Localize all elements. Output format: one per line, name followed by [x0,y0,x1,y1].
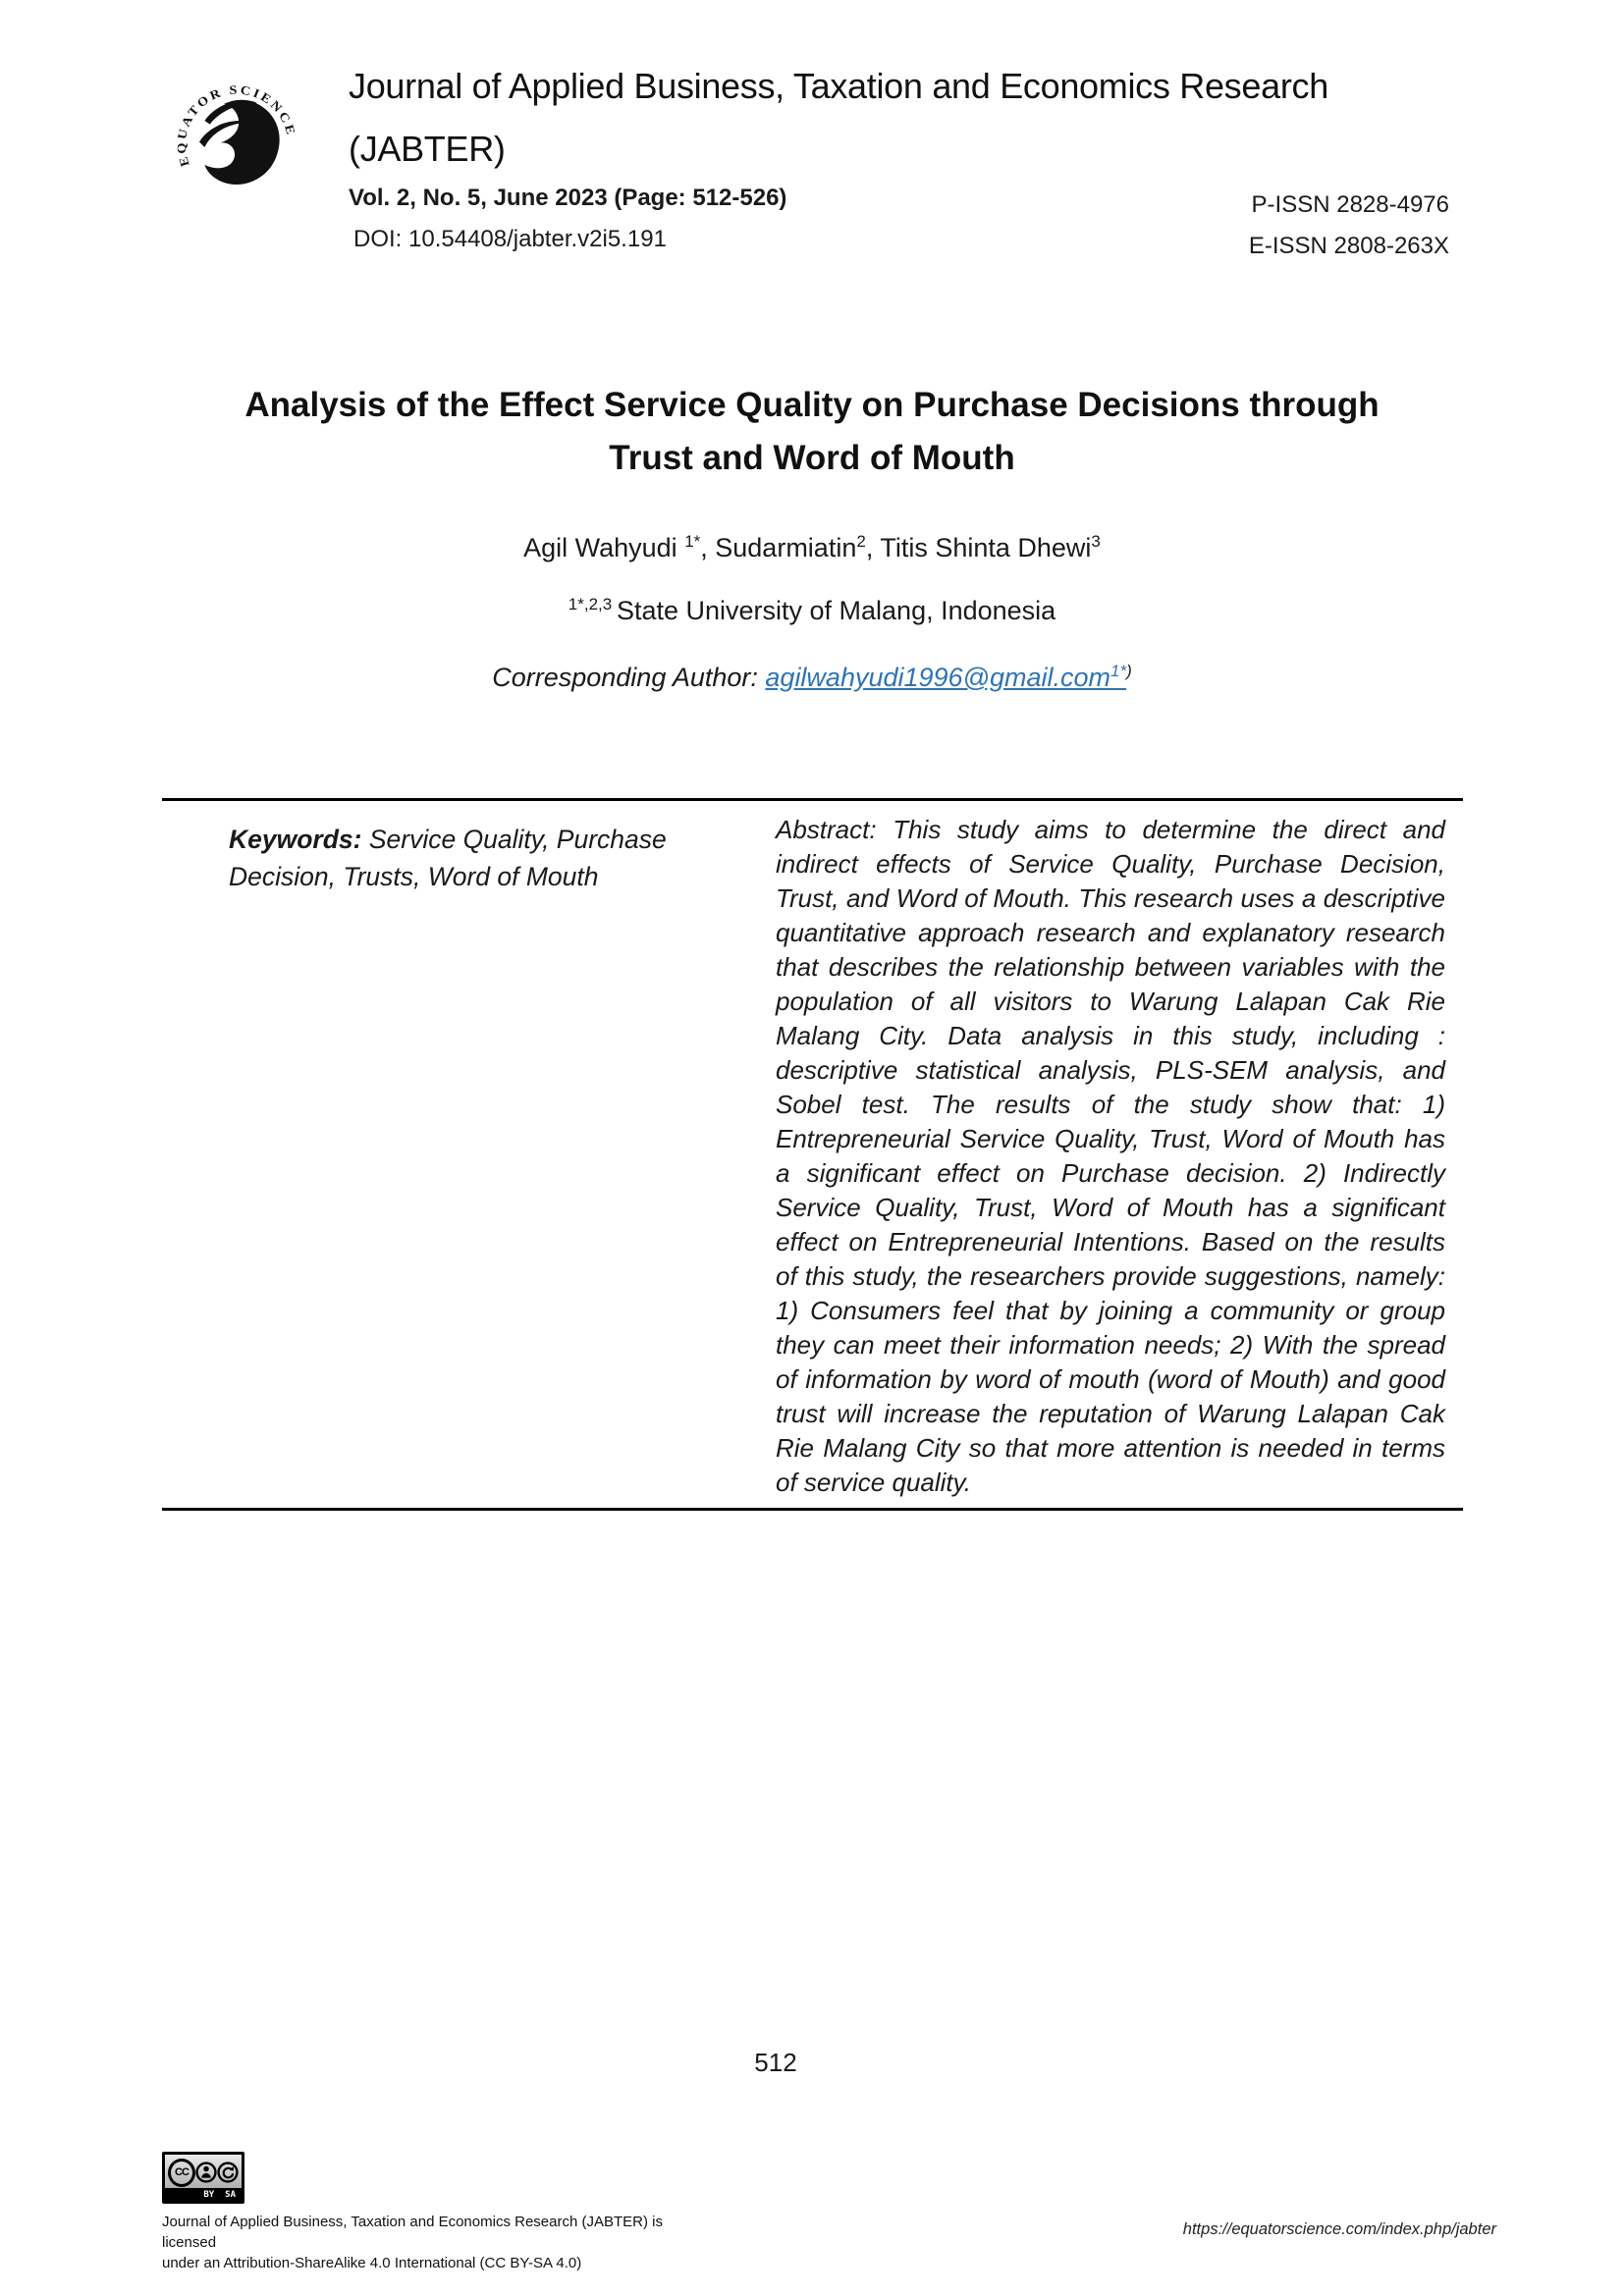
p-issn: P-ISSN 2828-4976 [1251,191,1449,218]
author-1-affil-mark: 1* [684,532,701,551]
volume-info: Vol. 2, No. 5, June 2023 (Page: 512-526) [349,185,787,211]
issn-block [1249,185,1449,267]
corresponding-mark-suffix: ) [1126,662,1132,680]
e-issn: E-ISSN 2808-263X [1248,233,1449,259]
cc-by-sa-badge [162,2152,244,2204]
article-title [0,379,1624,485]
abstract-text: This study aims to determine the direct and indirect effects of Service Quality, Purchase Decision, Trust, and Word of Mouth. This research uses a descriptive quantitative approach research and explanatory research that describes the relationship between variables with the population of all visitors to Warung Lalapan Cak Rie Malang City. Data analysis in this study, including : descriptive statistical analysis, PLS-SEM analysis, and Sobel test. The results of the study show that: 1) Entrepreneurial Service Quality, Trust, Word of Mouth has a significant effect on Purchase decision. 2) Indirectly Service Quality, Trust, Word of Mouth has a significant effect on Entrepreneurial Intentions. Based on the results of this study, the researchers provide suggestions, namely: 1) Consumers feel that by joining a community or group they can meet their information needs; 2) With the spread of information by word of mouth (word of Mouth) and good trust will increase the reputation of Warung Lalapan Cak Rie Malang City so that more attention is needed in terms of service quality. [776,815,1445,1497]
abstract-label: Abstract: [776,815,877,844]
swan-shape [199,100,280,185]
journal-title-line1: Journal of Applied Business, Taxation and Economics Research [349,66,1328,106]
cc-icon-label: CC [175,2166,189,2178]
attribution-person-icon [195,2162,217,2183]
corresponding-email: agilwahyudi1996@gmail.com [765,663,1110,692]
author-1: Agil Wahyudi [523,533,685,562]
corresponding-email-link[interactable] [765,663,1126,692]
article-title-line2: Trust and Word of Mouth [609,439,1015,477]
page-number: 512 [754,2048,797,2077]
keywords-text: Service Quality, Purchase Decision, Trusts, Word of Mouth [229,825,667,891]
cc-badge-labels [165,2188,242,2201]
cc-badge-icons [168,2158,239,2187]
author-2: , Sudarmiatin [700,533,857,562]
journal-site-url: https://equatorscience.com/index.php/jabter [1182,2220,1496,2238]
abstract-cell [776,813,1445,1500]
license-statement [162,2212,712,2273]
share-alike-icon [217,2162,239,2183]
keywords-cell [229,821,682,895]
corresponding-author-line [0,662,1624,693]
logo-circular-text: EQUATOR SCIENCE [174,82,297,169]
keywords-label: Keywords: [229,825,362,854]
affiliation-line [0,595,1624,626]
doi: DOI: 10.54408/jabter.v2i5.191 [353,226,667,252]
keywords-abstract-table [162,798,1463,1511]
journal-title [349,55,1328,181]
equator-science-logo-icon [173,65,297,212]
author-2-affil-mark: 2 [856,532,866,551]
article-title-line1: Analysis of the Effect Service Quality on Purchase Decisions through [244,386,1380,424]
cc-icon [168,2159,195,2187]
corresponding-email-mark: 1* [1110,662,1127,680]
affiliation-name: State University of Malang, Indonesia [616,596,1056,625]
authors-line [0,532,1624,563]
affiliation-marks: 1*,2,3 [568,595,617,614]
by-label: BY [203,2189,215,2200]
corresponding-label: Corresponding Author: [492,663,766,692]
license-line2: under an Attribution-ShareAlike 4.0 International (CC BY-SA 4.0) [162,2255,582,2271]
journal-title-line2: (JABTER) [349,129,506,169]
license-line1: Journal of Applied Business, Taxation and Economics Research (JABTER) is licensed [162,2214,663,2251]
sa-label: SA [225,2189,236,2200]
author-3-affil-mark: 3 [1091,532,1101,551]
author-3: , Titis Shinta Dhewi [865,533,1092,562]
